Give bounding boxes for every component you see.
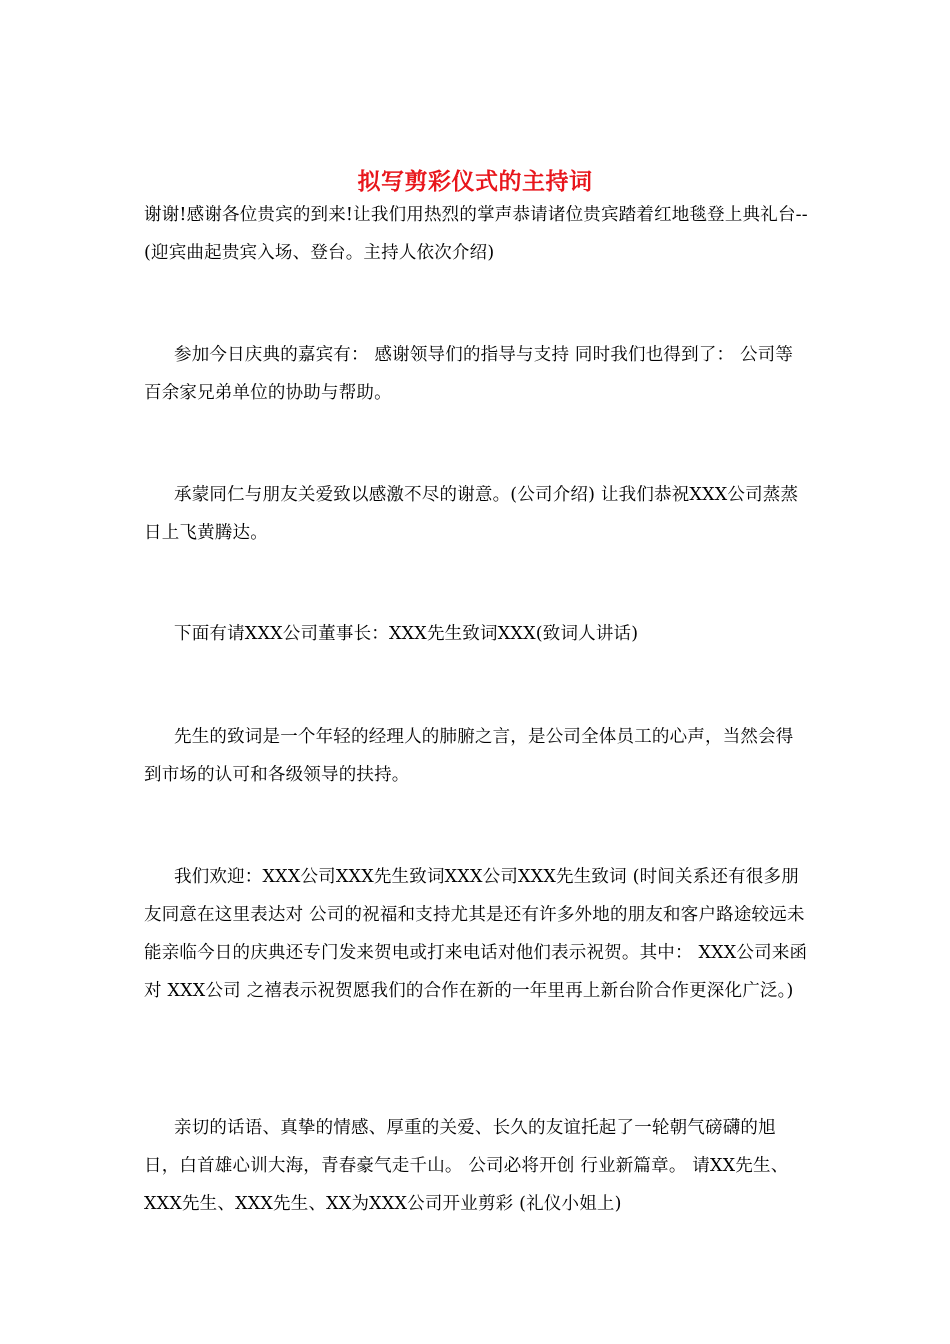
paragraph-welcome-speakers: 我们欢迎：XXX公司XXX先生致词XXX公司XXX先生致词 (时间关系还有很多朋友同意在这里表达对 公司的祝福和支持尤其是还有许多外地的朋友和客户路途较远未能亲临今日的庆典还专门发来贺电或打来电话对他们表示祝贺。其中： XXX公司来函对 XXX公司 之禧表示祝贺愿我们的合作在新的一年里再上新台阶合作更深化广泛。) — [144, 867, 808, 1001]
document-title: 拟写剪彩仪式的主持词 — [357, 169, 593, 196]
paragraph-guests: 参加今日庆典的嘉宾有： 感谢领导们的指导与支持 同时我们也得到了： 公司等百余家兄弟单位的协助与帮助。 — [144, 345, 794, 403]
paragraph-speech-response: 先生的致词是一个年轻的经理人的肺腑之言，是公司全体员工的心声，当然会得到市场的认可和各级领导的扶持。 — [144, 727, 794, 785]
paragraph-welcome: 谢谢!感谢各位贵宾的到来!让我们用热烈的掌声恭请诸位贵宾踏着红地毯登上典礼台--(迎宾曲起贵宾入场、登台。主持人依次介绍) — [144, 205, 808, 263]
paragraph-thanks: 承蒙同仁与朋友关爱致以感激不尽的谢意。(公司介绍) 让我们恭祝XXX公司蒸蒸日上飞黄腾达。 — [144, 485, 799, 543]
paragraph-chairman-invite: 下面有请XXX公司董事长：XXX先生致词XXX(致词人讲话) — [174, 624, 639, 644]
paragraph-ribbon-cutting: 亲切的话语、真挚的情感、厚重的关爱、长久的友谊托起了一轮朝气磅礴的旭日，白首雄心训大海，青春豪气走千山。 公司必将开创 行业新篇章。 请XX先生、XXX先生、XXX先生、XX为XXX公司开业剪彩 (礼仪小姐上) — [144, 1118, 789, 1214]
